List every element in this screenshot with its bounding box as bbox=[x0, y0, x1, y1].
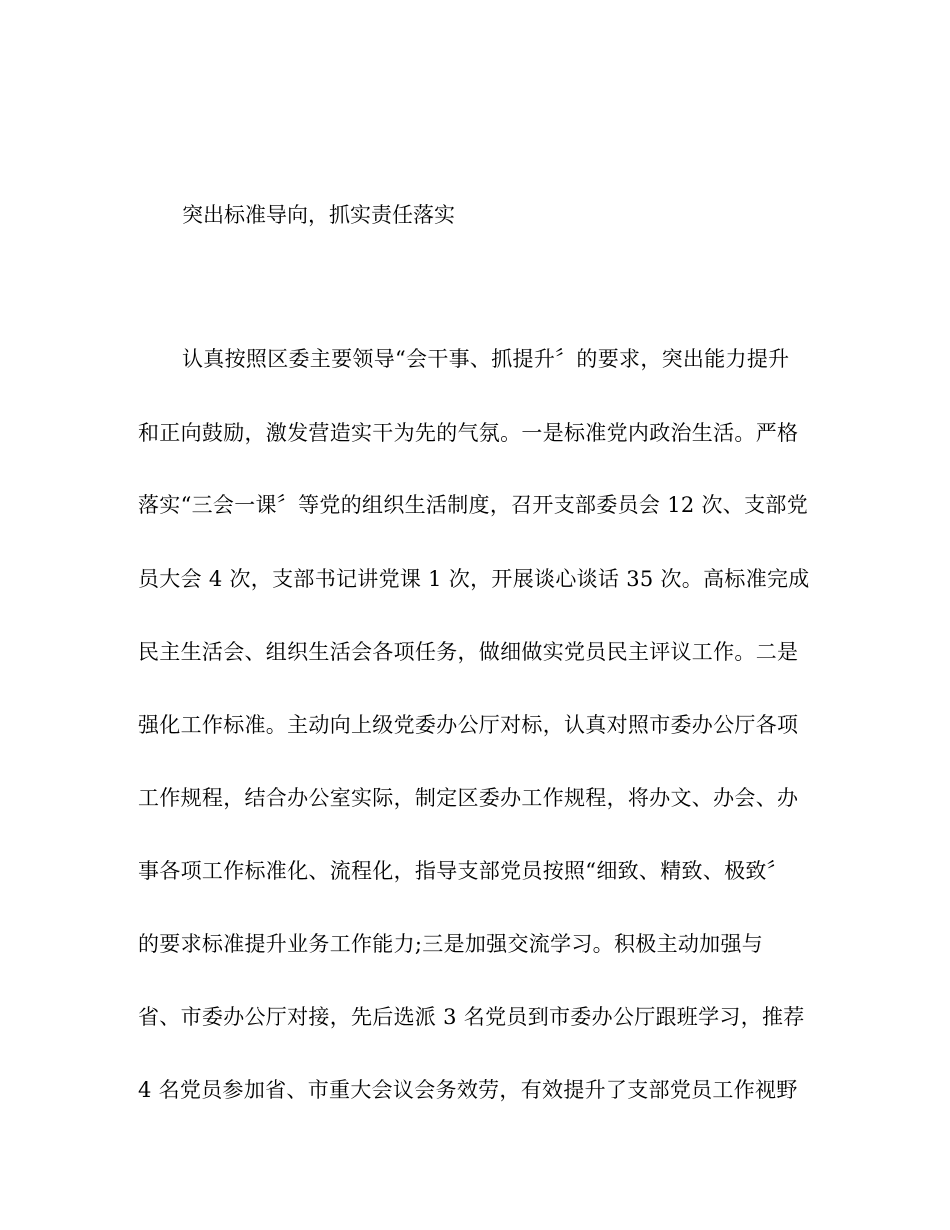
paragraph-line: 认真按照区委主要领导“会干事、抓提升〞的要求，突出能力提升 bbox=[182, 347, 790, 371]
paragraph-line: 强化工作标准。主动向上级党委办公厅对标，认真对照市委办公厅各项 bbox=[138, 713, 799, 737]
paragraph-line: 工作规程，结合办公室实际，制定区委办工作规程，将办文、办会、办 bbox=[138, 786, 799, 810]
paragraph-line: 的要求标准提升业务工作能力;三是加强交流学习。积极主动加强与 bbox=[138, 932, 764, 956]
paragraph-line: 员大会 4 次，支部书记讲党课 1 次，开展谈心谈话 35 次。高标准完成 bbox=[138, 567, 810, 591]
paragraph-line: 4 名党员参加省、市重大会议会务效劳，有效提升了支部党员工作视野 bbox=[138, 1078, 798, 1102]
paragraph-line: 事各项工作标准化、流程化，指导支部党员按照“细致、精致、极致〞 bbox=[138, 859, 789, 883]
section-heading: 突出标准导向，抓实责任落实 bbox=[182, 203, 455, 227]
paragraph-line: 民主生活会、组织生活会各项任务，做细做实党员民主评议工作。二是 bbox=[138, 640, 799, 664]
paragraph-line: 省、市委办公厅对接，先后选派 3 名党员到市委办公厅跟班学习，推荐 bbox=[138, 1005, 805, 1029]
paragraph-line: 和正向鼓励，激发营造实干为先的气氛。一是标准党内政治生活。严格 bbox=[138, 421, 799, 445]
paragraph-line: 落实“三会一课〞等党的组织生活制度，召开支部委员会 12 次、支部党 bbox=[138, 493, 809, 517]
